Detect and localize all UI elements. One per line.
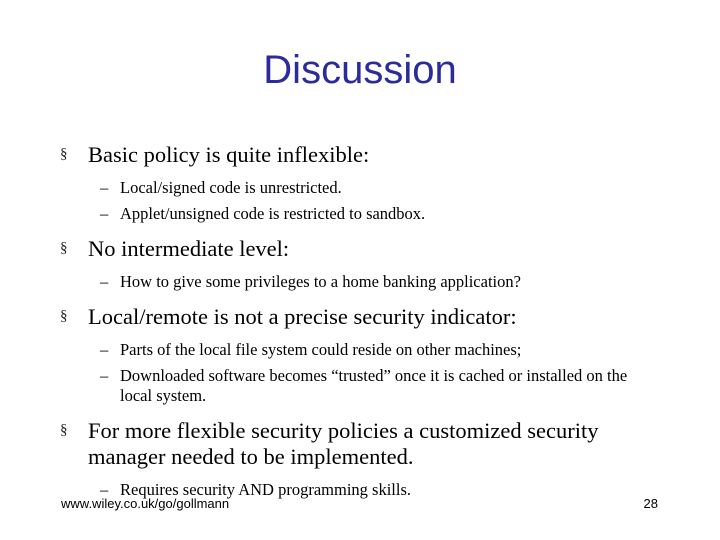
sub-bullet-list [60, 178, 660, 224]
sub-bullet-text: Applet/unsigned code is restricted to sandbox. [120, 204, 426, 223]
slide-title: Discussion [263, 48, 457, 92]
bullet-item [60, 236, 660, 262]
sub-bullet-text: Downloaded software becomes “trusted” once it is cached or installed on the local system. [120, 366, 628, 405]
section-marker-icon: § [60, 308, 68, 324]
section-marker-icon: § [60, 240, 68, 256]
sub-bullet-list [60, 272, 660, 292]
dash-marker-icon: – [100, 272, 109, 291]
bullet-item [60, 142, 660, 168]
sub-bullet-item [60, 204, 660, 224]
footer-url: www.wiley.co.uk/go/gollmann [61, 496, 230, 511]
sub-bullet-text: Local/signed code is unrestricted. [120, 178, 342, 197]
sub-bullet-list [60, 340, 660, 406]
bullet-text: Local/remote is not a precise security indicator: [88, 304, 517, 329]
dash-marker-icon: – [100, 204, 109, 223]
bullet-item [60, 304, 660, 330]
sub-bullet-item [60, 272, 660, 292]
bullet-text: Basic policy is quite inflexible: [88, 142, 370, 167]
section-marker-icon: § [60, 146, 68, 162]
dash-marker-icon: – [100, 366, 109, 385]
dash-marker-icon: – [100, 480, 109, 499]
section-marker-icon: § [60, 422, 68, 438]
sub-bullet-item [60, 340, 660, 360]
bullet-item [60, 418, 660, 470]
bullet-list [60, 142, 660, 512]
page-number: 28 [643, 496, 658, 511]
dash-marker-icon: – [100, 340, 109, 359]
sub-bullet-text: How to give some privileges to a home banking application? [120, 272, 521, 291]
sub-bullet-text: Parts of the local file system could reside on other machines; [120, 340, 522, 359]
sub-bullet-item [60, 366, 660, 406]
bullet-text: For more flexible security policies a customized security manager needed to be implemented. [88, 418, 599, 469]
sub-bullet-text: Requires security AND programming skills. [120, 480, 412, 499]
dash-marker-icon: – [100, 178, 109, 197]
sub-bullet-item [60, 178, 660, 198]
bullet-text: No intermediate level: [88, 236, 290, 261]
